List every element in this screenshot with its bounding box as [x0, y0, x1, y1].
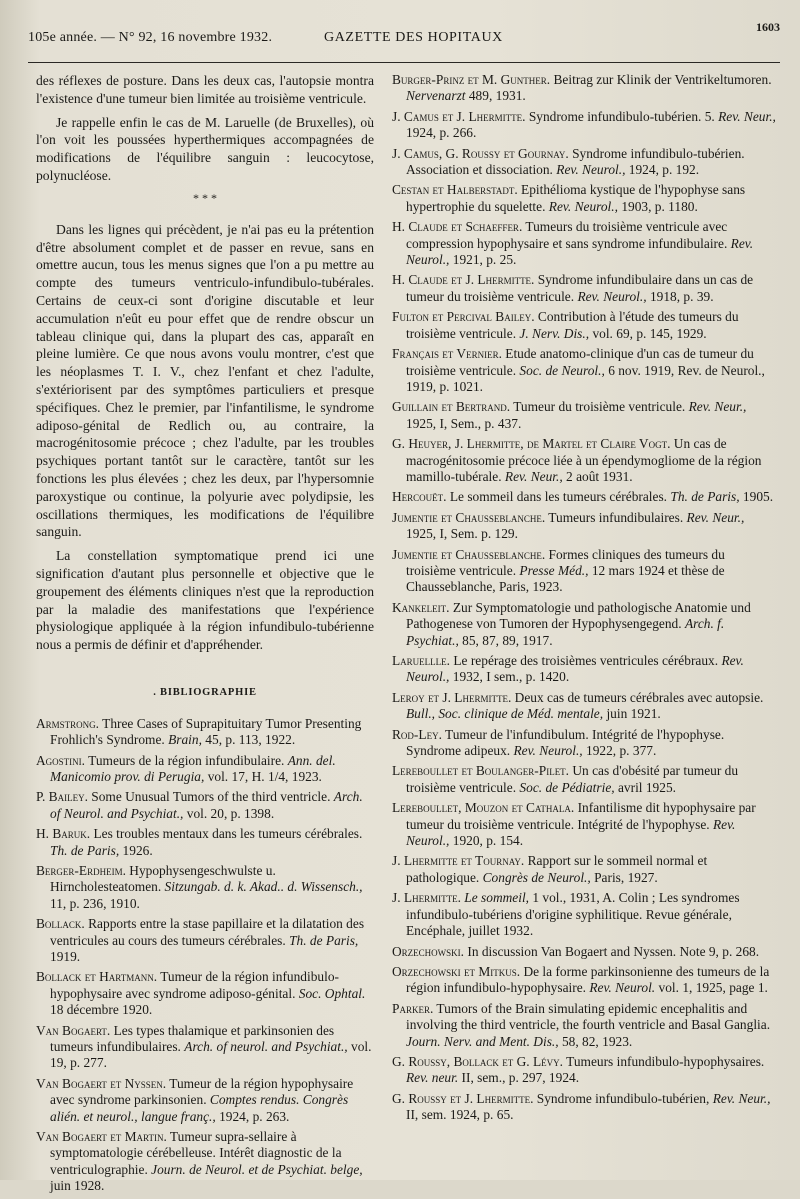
ref-source: Soc. Ophtal. — [298, 985, 366, 1001]
bibliography-entry — [392, 489, 776, 505]
ref-source: Rev. Neur., — [712, 1090, 771, 1106]
ref-text: Les troubles mentaux dans les tumeurs cérébrales. — [90, 826, 363, 842]
ref-source: Sitzungab. d. k. Akad.. d. Wissensch., — [164, 879, 363, 895]
ref-tail: II, sem., p. 297, 1924. — [458, 1070, 580, 1086]
ref-author: Lereboullet et Boulanger-Pilet. — [392, 763, 570, 779]
ref-source: Bull., Soc. clinique de Méd. mentale, — [406, 706, 604, 722]
bibliography-entry — [392, 146, 776, 179]
bibliography-entry — [36, 753, 374, 786]
ref-source: Rev. Neur., — [718, 108, 776, 124]
ref-tail: 45, p. 113, 1922. — [201, 732, 296, 748]
ref-author: H. Claude et J. Lhermitte. — [392, 272, 535, 288]
ref-text: Infantilisme dit hypophysaire par tumeur du troisième ventricule. Intégrité de l'hypophyse. — [406, 800, 756, 832]
bibliography-entry — [392, 690, 776, 723]
ref-tail: juin 1921. — [603, 706, 661, 722]
ref-text: Un cas d'obésité par tumeur du troisième ventricule. — [406, 763, 739, 795]
ref-source: Journ. Nerv. and Ment. Dis., — [406, 1033, 559, 1049]
ref-source: Rev. Neur., — [688, 399, 747, 415]
ref-source: Rev. Neurol., — [556, 162, 626, 178]
bibliography-entry — [392, 1001, 776, 1050]
right-column — [392, 72, 776, 1128]
ref-tail: 1926. — [119, 842, 153, 858]
bibliography-entry — [36, 863, 374, 912]
ref-tail: 1924, p. 263. — [215, 1108, 290, 1124]
ref-source: Brain, — [168, 732, 202, 748]
ref-author: Français et Vernier. — [392, 346, 502, 362]
ref-author: Burger-Prinz et M. Gunther. — [392, 72, 551, 87]
ref-tail: vol. 1, 1925, page 1. — [655, 980, 768, 996]
bibliography-entry — [392, 272, 776, 305]
ref-tail: 58, 82, 1923. — [558, 1033, 633, 1049]
ref-author: Fulton et Percival Bailey. — [392, 309, 535, 325]
bibliography-entry — [392, 964, 776, 997]
ref-author: Agostini. — [36, 752, 86, 768]
ref-tail: 1903, p. 1180. — [617, 198, 698, 214]
ref-text: Tumors of the Brain simulating epidemic encephalitis and involving the third ventricle, the fourth ventricle and Basal Ganglia. — [406, 1000, 771, 1033]
bibliography-entry — [392, 219, 776, 268]
ref-text: Syndrome infundibulo-tubérien. Association et dissociation. — [406, 145, 745, 178]
bibliography-entry — [392, 763, 776, 796]
bibliography-entry — [392, 727, 776, 760]
ref-tail: 1919. — [50, 948, 81, 964]
ref-text: Un cas de macrogénitosomie précoce liée à un épendymogliome de la région mamillo-tubérale. — [406, 436, 762, 484]
ref-author: Laruellle. — [392, 653, 451, 668]
ref-tail: 1920, p. 154. — [449, 833, 524, 849]
ref-source: Rev. Neur., — [504, 468, 563, 484]
ref-text: Epithélioma kystique de l'hypophyse sans hypertrophie du squelette. — [406, 182, 746, 214]
bibliography-entry — [36, 1076, 374, 1125]
ref-tail: 2 août 1931. — [562, 468, 633, 484]
ref-text: Beitrag zur Klinik der Ventrikeltumoren. — [550, 72, 772, 87]
ref-tail: II, sem. 1924, p. 65. — [406, 1107, 514, 1123]
header-rule — [28, 62, 780, 63]
bibliography-entry — [392, 72, 776, 105]
ref-tail: avril 1925. — [614, 779, 676, 795]
ref-author: Leroy et J. Lhermitte. — [392, 689, 512, 705]
bibliography-list — [36, 716, 374, 1195]
ref-author: Bollack et Hartmann. — [36, 969, 158, 985]
ref-source: Rev. neur. — [406, 1070, 459, 1086]
ref-author: J. Lhermitte. — [392, 890, 461, 906]
ref-source: Arch. f. Psychiat., — [406, 616, 725, 648]
page-header — [28, 14, 780, 56]
bibliography-entry — [392, 853, 776, 886]
journal-title: GAZETTE DES HOPITAUX — [324, 30, 503, 45]
ref-author: Bollack. — [36, 916, 85, 932]
ref-source: Rev. Neur., — [686, 509, 745, 525]
bibliography-entry — [36, 916, 374, 965]
paragraph: des réflexes de posture. Dans les deux cas, l'autopsie montra l'existence d'une tumeur bien limitée au troisième ventricule. — [36, 73, 374, 106]
page-number: 1603 — [756, 20, 780, 34]
ref-tail: 1918, p. 39. — [646, 288, 714, 304]
bibliography-entry — [392, 309, 776, 342]
bibliography-entry — [36, 1023, 374, 1072]
ref-author: Armstrong. — [36, 715, 100, 731]
ref-text: Some Unusual Tumors of the third ventricle. — [87, 789, 334, 805]
ref-text: Rapports entre la stase papillaire et la dilatation des ventricules au cours des tumeurs cérébrales. — [50, 916, 365, 948]
bibliography-list — [392, 72, 776, 1124]
ref-text: Syndrome infundibulo-tubérien, — [533, 1090, 713, 1106]
ref-tail: vol. 19, p. 277. — [50, 1039, 372, 1071]
ref-tail: Paris, 1927. — [590, 869, 658, 885]
ref-tail: 489, 1931. — [465, 88, 526, 104]
ref-tail: 1924, p. 266. — [406, 125, 477, 141]
bibliography-entry — [36, 789, 374, 822]
ref-author: Parker. — [392, 1000, 434, 1016]
ref-author: Guillain et Bertrand. — [392, 399, 511, 415]
ref-tail: 11, p. 236, 1910. — [50, 895, 140, 911]
ref-source: Th. de Paris, — [50, 842, 120, 858]
ref-author: H. Baruk. — [36, 826, 91, 842]
ref-source: J. Nerv. Dis., — [519, 325, 590, 341]
ref-source: Rev. Neurol., — [513, 743, 583, 759]
ref-source: Rev. Neurol. — [589, 980, 656, 996]
bibliography-entry — [392, 890, 776, 939]
bibliography-entry — [392, 346, 776, 395]
bibliography-entry — [392, 1091, 776, 1124]
bibliography-entry — [392, 944, 776, 960]
ref-tail: vol. 20, p. 1398. — [183, 805, 275, 821]
paragraph: Je rappelle enfin le cas de M. Laruelle (de Bruxelles), où l'on voit les poussées hyperthermiques accompagnées de modifications de l'équilibre sanguin : leucocytose, polynucléose. — [36, 114, 374, 183]
ref-source: Th. de Paris, — [670, 489, 740, 505]
ref-text: Tumeurs du troisième ventricule avec compression hypophysaire et sans syndrome infundibulaire. — [406, 219, 731, 251]
ref-source: Th. de Paris, — [289, 932, 359, 948]
ref-text: Tumeur supra-sellaire à symptomatologie cérébelleuse. Intérêt diagnostic de la ventriculographie. — [50, 1129, 342, 1177]
ref-author: H. Claude et Schaeffer. — [392, 219, 523, 235]
ref-author: Van Bogaert et Martin. — [36, 1129, 167, 1145]
ref-author: Van Bogaert et Nyssen. — [36, 1075, 167, 1091]
ref-text: Syndrome infundibulo-tubérien. 5. — [525, 108, 719, 124]
ref-text: Syndrome infundibulaire dans un cas de tumeur du troisième ventricule. — [406, 272, 754, 304]
ref-author: Berger-Erdheim. — [36, 862, 126, 878]
bibliography-entry — [392, 436, 776, 485]
bibliography-entry — [36, 826, 374, 859]
ref-tail: 12 mars 1924 et thèse de Chausseblanche, Paris, 1923. — [406, 562, 725, 595]
ref-text: Le repérage des troisièmes ventricules cérébraux. — [450, 653, 722, 668]
ref-source: Rev. Neurol., — [577, 288, 647, 304]
ref-source: Arch. of neurol. and Psychiat., — [184, 1039, 348, 1055]
ref-tail: 1932, I sem., p. 1420. — [449, 669, 570, 685]
ref-text: In discussion Van Bogaert and Nyssen. Note 9, p. 268. — [464, 943, 760, 959]
ref-source: Rev. Neurol., — [548, 198, 618, 214]
ref-source: Soc. de Neurol., — [519, 362, 605, 378]
ref-text: Deux cas de tumeurs cérébrales avec autopsie. — [511, 689, 764, 705]
bibliography-entry — [36, 716, 374, 749]
ref-text: De la forme parkinsonienne des tumeurs de la région infundibulo-hypophysaire. — [406, 963, 770, 996]
bibliography-entry — [392, 399, 776, 432]
ref-author: Hercouët. — [392, 489, 447, 505]
ref-text: Zur Symptomatologie und pathologische Anatomie und Pathogenese von Tumoren der Hypophysengegend. — [406, 599, 751, 632]
bibliography-entry — [392, 1054, 776, 1087]
ref-text: Tumeurs infundibulaires. — [545, 509, 687, 525]
ref-source: Nervenarzt — [406, 88, 466, 104]
left-column — [36, 72, 374, 1199]
ref-source: Arch. of Neurol. and Psychiat., — [50, 789, 363, 821]
ref-tail: vol. 69, p. 145, 1929. — [589, 325, 707, 341]
ref-source: Comptes rendus. Congrès alién. et neurol., langue franç., — [50, 1092, 349, 1124]
ref-source: Presse Méd., — [519, 562, 589, 578]
ref-source: Soc. de Pédiatrie, — [519, 779, 615, 795]
ref-author: Van Bogaert. — [36, 1022, 111, 1038]
bibliography-entry — [392, 600, 776, 649]
ref-tail: 1 vol., 1931, A. Colin ; Les syndromes infundibulo-tubériens d'origine syphilitique. Revue générale, Encéphale, juillet 1932. — [406, 890, 740, 939]
ref-text: Contribution à l'étude des tumeurs du troisième ventricule. — [406, 309, 739, 341]
ref-author: Jumentie et Chausseblanche. — [392, 546, 546, 562]
ref-tail: vol. 17, H. 1/4, 1923. — [204, 768, 322, 784]
issue-info: 105e année. — N° 92, 16 novembre 1932. — [28, 30, 273, 45]
ref-text: Tumeurs de la région infundibulaire. — [85, 752, 288, 768]
ref-source: Congrès de Neurol., — [482, 869, 591, 885]
ref-tail: 18 décembre 1920. — [50, 1002, 153, 1018]
bibliography-entry — [392, 653, 776, 686]
bibliography-entry — [392, 510, 776, 543]
ref-author: Rod-Ley. — [392, 726, 442, 742]
ref-source: Rev. Neurol., — [406, 816, 736, 849]
ref-tail: 1925, I, Sem. p. 129. — [406, 526, 518, 542]
ref-text: Tumeur de l'infundibulum. Intégrité de l'hypophyse. Syndrome adipeux. — [406, 726, 725, 759]
ref-text: Hypophysengeschwulste u. Hirncholesteatomen. — [50, 862, 276, 895]
bibliography-entry — [392, 109, 776, 142]
ref-text: Les types thalamique et parkinsonien des tumeurs infundibulaires. — [50, 1022, 335, 1055]
ref-tail: 85, 87, 89, 1917. — [458, 632, 553, 648]
paragraph: La constellation symptomatique prend ici une signification d'autant plus personnelle et objective que le groupement des éléments cliniques n'est que la reproduction par la maladie des manifestations que l'expérience physiologique appliquée à la région infundibulo-tubérienne nous a permis de définir et d'appréhender. — [36, 548, 374, 653]
ref-author: Cestan et Halberstadt. — [392, 182, 518, 198]
ref-source: Journ. de Neurol. et de Psychiat. belge, — [151, 1161, 363, 1177]
ref-text: Tumeurs infundibulo-hypophysaires. — [563, 1053, 765, 1069]
ref-text: Le sommeil dans les tumeurs cérébrales. — [446, 489, 671, 505]
bibliography-entry — [36, 969, 374, 1018]
bibliography-entry — [36, 1129, 374, 1195]
ref-text: Etude anatomo-clinique d'un cas de tumeur du troisième ventricule. — [406, 346, 754, 378]
ref-author: Jumentie et Chausseblanche. — [392, 509, 546, 525]
ref-text: Tumeur de la région hypophysaire avec syndrome parkinsonien. — [50, 1075, 354, 1108]
bibliography-entry — [392, 547, 776, 596]
ref-tail: 1924, p. 192. — [625, 162, 700, 178]
ref-text: Formes cliniques des tumeurs du troisième ventricule. — [406, 546, 725, 578]
ref-author: Orzechowski. — [392, 943, 465, 959]
ref-author: G. Roussy et J. Lhermitte. — [392, 1090, 534, 1106]
ref-tail: 1922, p. 377. — [582, 743, 657, 759]
paragraph: Dans les lignes qui précèdent, je n'ai pas eu la prétention d'être absolument complet et de passer en revue, sans en omettre aucun, tous les menus signes que l'on a pu mettre au compte des tumeurs ventriculo-infundibulo-tubérales. Certains de ceux-ci sont d'origine discutable et leur accumulation n'eût eu pour effet que de rendre obscur un tableau clinique qui, dans la plupart des cas, apparaît en pleine lumière. Ce que nous avons voulu montrer, c'est que les néoplasmes T. I. V., chez l'enfant et chez l'adulte, s'extériorisent par des symptômes particuliers et presque spécifiques. Chez le premier, par l'infantilisme, le syndrome adiposo-génital de Redlich ou, au contraire, la macrogénitosomie précoce ; chez l'adulte, par les troubles psychiques portant tantôt sur le caractère, tantôt sur les fonctions les plus élevées ; chez les deux, par l'hypersomnie paroxystique ou continue, la polyurie avec polydipsie, les oscillations thermiques, les modifications de l'équilibre sanguin. — [36, 221, 374, 540]
ref-tail: 1905. — [739, 489, 774, 505]
ref-text: Rapport sur le sommeil normal et pathologique. — [406, 853, 708, 885]
bibliography-title: . BIBLIOGRAPHIE — [153, 686, 257, 698]
ref-tail: 1921, p. 25. — [449, 252, 517, 268]
bibliography-entry — [392, 182, 776, 215]
ref-author: P. Bailey. — [36, 789, 88, 805]
ref-author: G. Heuyer, J. Lhermitte, de Martel et Claire Vogt. — [392, 436, 671, 452]
ref-tail: 6 nov. 1919, Rev. de Neurol., 1919, p. 1021. — [406, 362, 765, 394]
ref-source: Le sommeil, — [464, 890, 530, 906]
ref-source: Rev. Neurol., — [406, 653, 744, 685]
ref-author: J. Camus, G. Roussy et Gournay. — [392, 145, 569, 161]
section-separator: * * * — [193, 190, 217, 205]
ref-source: Ann. del. Manicomio prov. di Perugia, — [50, 752, 336, 784]
ref-author: J. Lhermitte et Tournay. — [392, 853, 525, 869]
ref-author: G. Roussy, Bollack et G. Lévy. — [392, 1053, 564, 1069]
ref-tail: 1925, I, Sem., p. 437. — [406, 415, 522, 431]
bibliography-entry — [392, 800, 776, 849]
ref-tail: juin 1928. — [50, 1178, 105, 1194]
ref-author: Lereboullet, Mouzon et Cathala. — [392, 800, 575, 816]
ref-author: J. Camus et J. Lhermitte. — [392, 108, 526, 124]
ref-source: Rev. Neurol., — [406, 235, 754, 268]
ref-text: Tumeur du troisième ventricule. — [510, 399, 689, 415]
ref-text: Three Cases of Suprapituitary Tumor Presenting Frohlich's Syndrome. — [50, 715, 362, 748]
ref-author: Orzechowski et Mitkus. — [392, 963, 521, 979]
ref-author: Kankeleit. — [392, 599, 450, 615]
ref-text: Tumeur de la région infundibulo-hypophysaire avec syndrome adiposo-génital. — [50, 969, 339, 1001]
